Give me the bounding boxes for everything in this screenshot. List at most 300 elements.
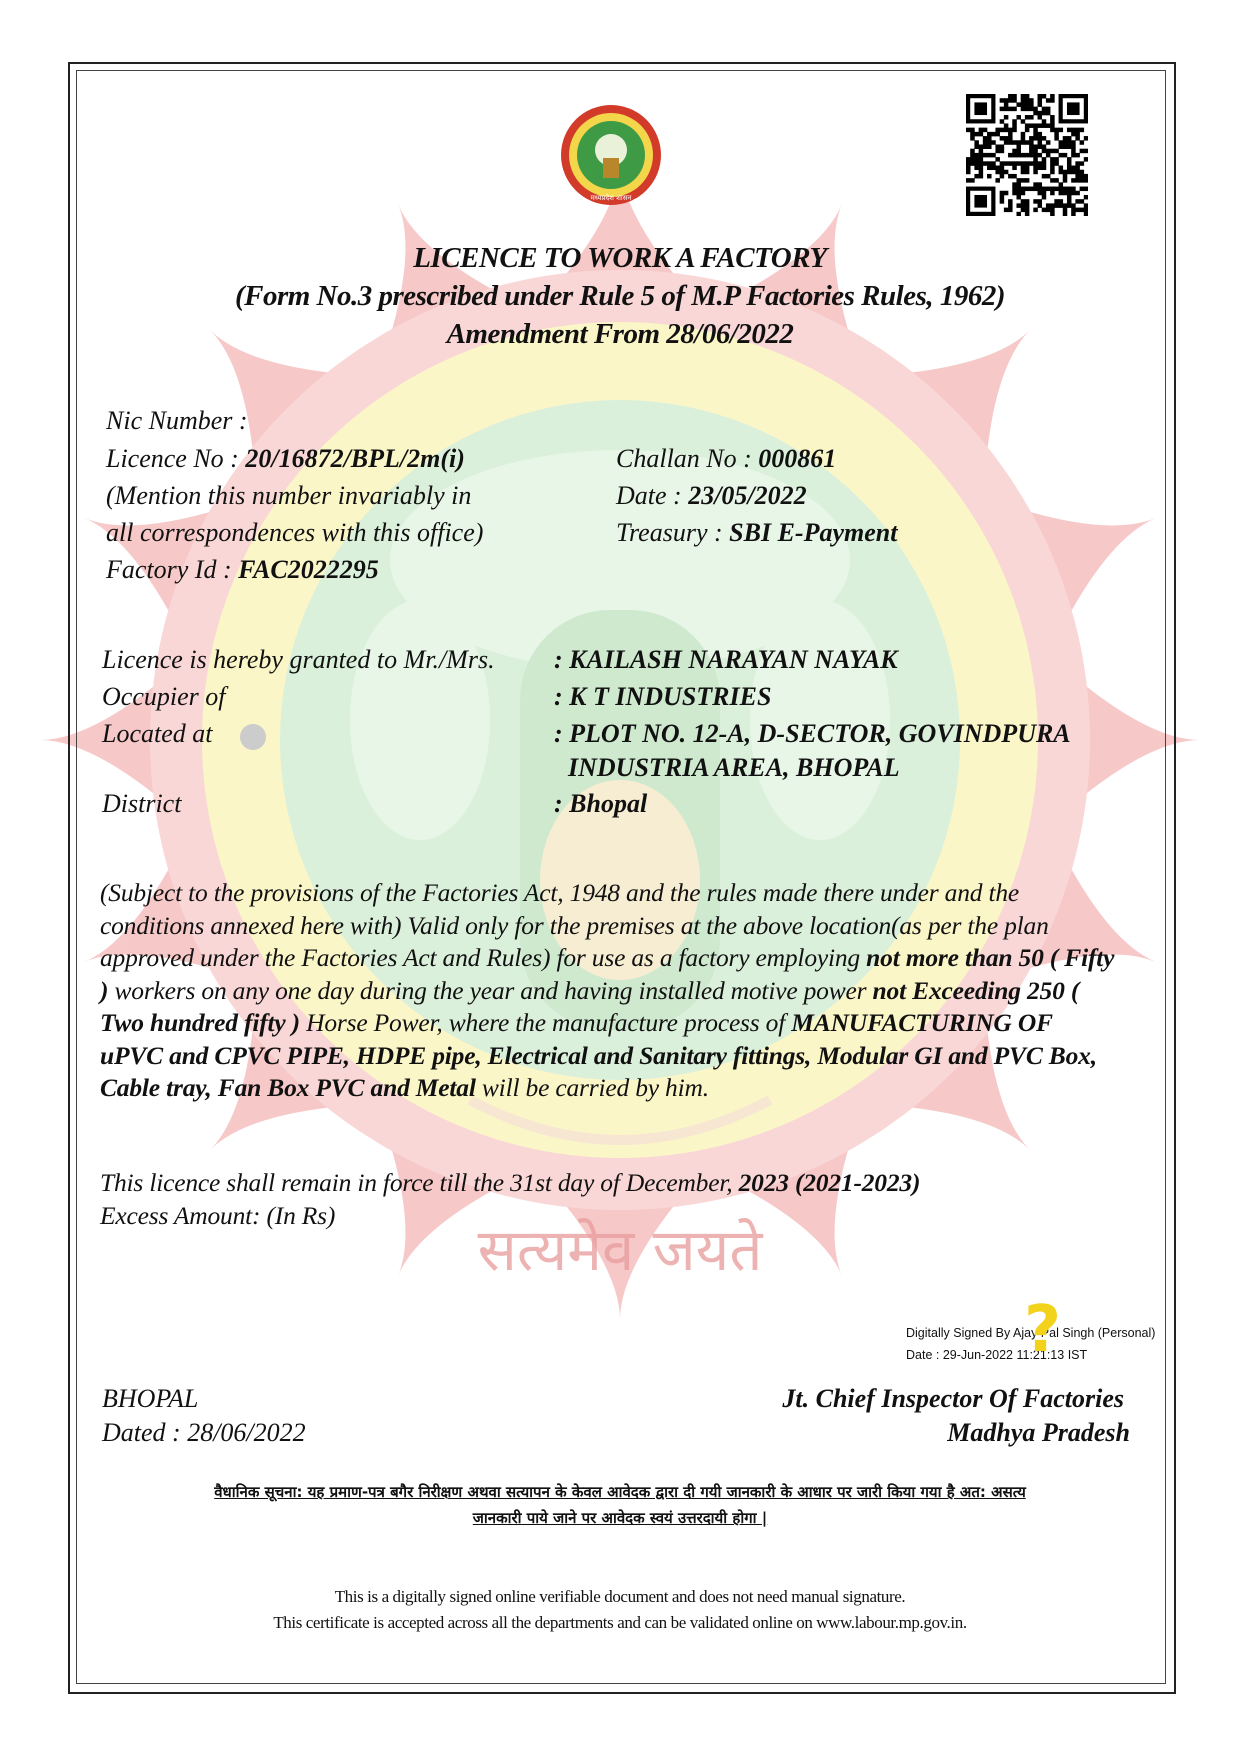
conditions-text-1: (Subject to the provisions of the Factories Act, 1948 and the rules made there under and the conditions annexed here with) Valid only for the premises at the above location(as per the plan approved under the Factories Act and Rules) for use as a factory employing xyxy=(100,878,1049,972)
qr-module xyxy=(1050,212,1055,216)
qr-module xyxy=(1038,144,1043,149)
qr-module xyxy=(1042,94,1047,99)
qr-module xyxy=(1033,199,1038,204)
qr-module xyxy=(1038,166,1043,171)
qr-module xyxy=(1042,136,1047,141)
qr-module xyxy=(1080,170,1085,175)
qr-module xyxy=(1071,178,1076,183)
qr-module xyxy=(1025,115,1030,120)
qr-module xyxy=(1054,132,1059,137)
qr-module xyxy=(1033,107,1038,112)
qr-module xyxy=(970,161,975,166)
qr-module xyxy=(1012,161,1017,166)
qr-module xyxy=(1029,149,1034,154)
challan-date-value: 23/05/2022 xyxy=(688,481,807,510)
qr-module xyxy=(1021,98,1026,103)
qr-module xyxy=(1046,153,1051,158)
factory-id-value: FAC2022295 xyxy=(238,555,379,584)
watermark-motto: सत्यमेव जयते xyxy=(477,1216,763,1284)
qr-module xyxy=(1063,178,1068,183)
qr-module xyxy=(1008,136,1013,141)
qr-module xyxy=(1080,174,1085,179)
document-subtitle: (Form No.3 prescribed under Rule 5 of M.P Factories Rules, 1962) xyxy=(234,280,1006,312)
qr-module xyxy=(1063,144,1068,149)
qr-module xyxy=(1063,136,1068,141)
challan-label: Challan No : xyxy=(616,444,752,473)
svg-text:मध्यप्रदेश शासन: मध्यप्रदेश शासन xyxy=(590,194,632,202)
qr-module xyxy=(1025,161,1030,166)
qr-module xyxy=(966,157,971,162)
qr-module xyxy=(1063,153,1068,158)
qr-module xyxy=(1067,170,1072,175)
qr-module xyxy=(1067,157,1072,162)
qr-module xyxy=(1016,161,1021,166)
qr-module xyxy=(1050,203,1055,208)
qr-module xyxy=(1050,149,1055,154)
qr-module xyxy=(1033,157,1038,162)
qr-module xyxy=(1016,149,1021,154)
qr-module xyxy=(1008,199,1013,204)
qr-module xyxy=(1075,178,1080,183)
qr-module xyxy=(1067,187,1072,192)
qr-module xyxy=(1021,132,1026,137)
qr-module xyxy=(979,132,984,137)
qr-module xyxy=(1038,136,1043,141)
qr-module xyxy=(970,136,975,141)
qr-module xyxy=(1071,166,1076,171)
qr-module xyxy=(1046,187,1051,192)
qr-module xyxy=(1054,199,1059,204)
qr-module xyxy=(1000,170,1005,175)
qr-module xyxy=(1042,187,1047,192)
qr-module xyxy=(1080,199,1085,204)
qr-module xyxy=(987,153,992,158)
manufacturing-process: MANUFACTURING OF uPVC and CPVC PIPE, HDPE pipe, Electrical and Sanitary fittings, Modular GI and PVC Box, Cable tray, Fan Box PVC and Metal xyxy=(100,1008,1097,1102)
qr-module xyxy=(979,174,984,179)
qr-module xyxy=(1050,170,1055,175)
qr-module xyxy=(1021,199,1026,204)
workers-limit: not more than 50 ( Fifty ) xyxy=(100,943,1115,1005)
qr-module xyxy=(1059,140,1064,145)
qr-module xyxy=(1033,128,1038,133)
qr-module xyxy=(1084,149,1088,154)
qr-module xyxy=(1004,102,1009,107)
qr-module xyxy=(1008,203,1013,208)
qr-module xyxy=(1033,111,1038,116)
qr-module xyxy=(1012,94,1017,99)
qr-module xyxy=(1075,174,1080,179)
qr-module xyxy=(979,170,984,175)
qr-module xyxy=(1008,174,1013,179)
qr-module xyxy=(1071,144,1076,149)
qr-module xyxy=(1075,132,1080,137)
qr-module xyxy=(1084,187,1088,192)
licence-no-label: Licence No : xyxy=(106,444,239,473)
qr-module xyxy=(1000,107,1005,112)
qr-module xyxy=(1042,191,1047,196)
qr-module xyxy=(1038,182,1043,187)
qr-module xyxy=(1029,107,1034,112)
qr-module xyxy=(1080,128,1085,133)
qr-module xyxy=(1071,208,1076,213)
district-label: District xyxy=(102,789,182,818)
qr-module xyxy=(1016,102,1021,107)
qr-module xyxy=(1033,149,1038,154)
qr-module xyxy=(1016,212,1021,216)
qr-module xyxy=(1025,178,1030,183)
qr-module xyxy=(1004,208,1009,213)
qr-module xyxy=(1025,123,1030,128)
qr-module xyxy=(1012,187,1017,192)
qr-module xyxy=(1021,94,1026,99)
qr-module xyxy=(1025,170,1030,175)
qr-module xyxy=(1008,161,1013,166)
qr-module xyxy=(974,153,979,158)
qr-module xyxy=(1025,98,1030,103)
qr-module xyxy=(970,178,975,183)
qr-module xyxy=(1038,102,1043,107)
qr-module xyxy=(1004,128,1009,133)
qr-module xyxy=(966,166,971,171)
qr-module xyxy=(1042,174,1047,179)
conditions-text-2: workers on any one day during the year and having installed motive power xyxy=(108,975,873,1005)
qr-module xyxy=(1008,208,1013,213)
signature-unverified-mark: ? xyxy=(1024,1293,1062,1367)
qr-module xyxy=(1033,166,1038,171)
qr-module xyxy=(1067,199,1072,204)
qr-module xyxy=(1029,153,1034,158)
qr-module xyxy=(1004,98,1009,103)
qr-module xyxy=(1059,182,1064,187)
qr-module xyxy=(1038,203,1043,208)
qr-finder xyxy=(974,195,987,208)
qr-module xyxy=(983,153,988,158)
qr-module xyxy=(1042,111,1047,116)
qr-module xyxy=(1054,187,1059,192)
qr-module xyxy=(1021,153,1026,158)
qr-module xyxy=(979,149,984,154)
qr-code[interactable] xyxy=(966,94,1088,216)
nic-number-label: Nic Number : xyxy=(106,406,248,435)
qr-module xyxy=(1054,149,1059,154)
qr-module xyxy=(1054,136,1059,141)
qr-module xyxy=(974,144,979,149)
qr-module xyxy=(1021,178,1026,183)
qr-module xyxy=(1042,123,1047,128)
factory-id-label: Factory Id : xyxy=(106,555,232,584)
qr-module xyxy=(1059,144,1064,149)
qr-module xyxy=(1063,191,1068,196)
conditions-text-3: Horse Power, where the manufacture process of xyxy=(299,1008,792,1037)
qr-module xyxy=(1029,161,1034,166)
challan-row xyxy=(616,444,836,474)
qr-module xyxy=(1033,132,1038,137)
qr-module xyxy=(1050,94,1055,99)
qr-module xyxy=(1016,153,1021,158)
qr-module xyxy=(1075,128,1080,133)
qr-module xyxy=(1012,153,1017,158)
located-value-line1: : PLOT NO. 12-A, D-SECTOR, GOVINDPURA xyxy=(554,719,1071,748)
qr-module xyxy=(1063,140,1068,145)
qr-module xyxy=(1000,144,1005,149)
qr-module xyxy=(1000,128,1005,133)
qr-module xyxy=(1021,170,1026,175)
qr-module xyxy=(1042,195,1047,200)
qr-module xyxy=(1016,182,1021,187)
qr-module xyxy=(995,149,1000,154)
qr-module xyxy=(1012,140,1017,145)
qr-module xyxy=(1004,170,1009,175)
qr-module xyxy=(1084,195,1088,200)
located-label: Located at xyxy=(102,719,213,748)
qr-module xyxy=(1050,178,1055,183)
qr-module xyxy=(1050,166,1055,171)
qr-module xyxy=(1042,166,1047,171)
qr-module xyxy=(991,132,996,137)
qr-module xyxy=(1004,136,1009,141)
qr-module xyxy=(1046,98,1051,103)
qr-module xyxy=(1046,123,1051,128)
qr-module xyxy=(1071,191,1076,196)
qr-module xyxy=(1075,170,1080,175)
qr-module xyxy=(1050,123,1055,128)
qr-module xyxy=(1084,136,1088,141)
qr-module xyxy=(1038,111,1043,116)
qr-module xyxy=(974,140,979,145)
qr-module xyxy=(1075,208,1080,213)
qr-module xyxy=(1000,161,1005,166)
qr-module xyxy=(1016,203,1021,208)
qr-module xyxy=(1054,161,1059,166)
qr-module xyxy=(1033,123,1038,128)
qr-module xyxy=(1021,161,1026,166)
qr-module xyxy=(1025,212,1030,216)
qr-module xyxy=(1021,140,1026,145)
qr-module xyxy=(1004,123,1009,128)
qr-module xyxy=(1042,119,1047,124)
qr-module xyxy=(1080,187,1085,192)
qr-module xyxy=(1033,153,1038,158)
qr-module xyxy=(1046,208,1051,213)
qr-module xyxy=(983,128,988,133)
qr-module xyxy=(1012,119,1017,124)
qr-module xyxy=(987,144,992,149)
licence-no-value: 20/16872/BPL/2m(i) xyxy=(245,444,465,473)
qr-module xyxy=(1063,208,1068,213)
granted-value: : KAILASH NARAYAN NAYAK xyxy=(554,645,898,674)
qr-module xyxy=(1067,203,1072,208)
conditions-paragraph xyxy=(100,877,1120,1105)
qr-module xyxy=(966,128,971,133)
occupier-value: : K T INDUSTRIES xyxy=(554,682,772,711)
qr-module xyxy=(1084,178,1088,183)
qr-module xyxy=(1042,161,1047,166)
treasury-label: Treasury : xyxy=(616,518,723,547)
qr-module xyxy=(995,132,1000,137)
granted-label: Licence is hereby granted to Mr./Mrs. xyxy=(102,645,495,674)
qr-module xyxy=(1080,208,1085,213)
qr-module xyxy=(1067,144,1072,149)
footer-line2-text: This certificate is accepted across all the departments and can be validated online on www.labour.mp.gov.in. xyxy=(273,1613,967,1632)
qr-module xyxy=(983,161,988,166)
qr-module xyxy=(1075,136,1080,141)
qr-module xyxy=(1021,102,1026,107)
qr-module xyxy=(1071,153,1076,158)
qr-module xyxy=(966,170,971,175)
qr-module xyxy=(1063,212,1068,216)
qr-module xyxy=(974,157,979,162)
qr-module xyxy=(1000,166,1005,171)
qr-module xyxy=(1038,191,1043,196)
qr-module xyxy=(1054,178,1059,183)
qr-module xyxy=(1021,119,1026,124)
qr-module xyxy=(995,128,1000,133)
qr-module xyxy=(1050,208,1055,213)
qr-module xyxy=(1046,149,1051,154)
qr-module xyxy=(1021,107,1026,112)
qr-module xyxy=(1042,144,1047,149)
qr-module xyxy=(1004,107,1009,112)
qr-module xyxy=(1021,208,1026,213)
qr-module xyxy=(1071,170,1076,175)
qr-module xyxy=(1029,144,1034,149)
qr-module xyxy=(1000,199,1005,204)
qr-module xyxy=(1025,107,1030,112)
qr-module xyxy=(974,132,979,137)
qr-module xyxy=(1063,174,1068,179)
qr-module xyxy=(1038,98,1043,103)
qr-module xyxy=(1004,191,1009,196)
excess-amount: Excess Amount: (In Rs) xyxy=(100,1201,336,1230)
qr-module xyxy=(1067,161,1072,166)
qr-module xyxy=(1071,203,1076,208)
qr-module xyxy=(991,153,996,158)
dated: Dated : 28/06/2022 xyxy=(102,1418,306,1447)
mp-government-emblem xyxy=(558,102,664,208)
qr-module xyxy=(979,161,984,166)
qr-module xyxy=(1046,107,1051,112)
qr-module xyxy=(1042,157,1047,162)
qr-module xyxy=(1084,203,1088,208)
qr-module xyxy=(1000,98,1005,103)
qr-module xyxy=(1025,140,1030,145)
qr-module xyxy=(1016,140,1021,145)
statutory-notice-line1: वैधानिक सूचना: यह प्रमाण-पत्र बगैर निरीक्षण अथवा सत्यापन के केवल आवेदक द्वारा दी गयी जानकारी के आधार पर जारी किया गया है अत: असत्य xyxy=(214,1483,1026,1501)
qr-module xyxy=(1080,140,1085,145)
qr-module xyxy=(1059,166,1064,171)
qr-module xyxy=(1012,166,1017,171)
qr-module xyxy=(987,140,992,145)
qr-module xyxy=(995,157,1000,162)
qr-module xyxy=(970,132,975,137)
qr-module xyxy=(1008,153,1013,158)
qr-module xyxy=(1054,203,1059,208)
qr-module xyxy=(1084,174,1088,179)
qr-module xyxy=(974,166,979,171)
qr-module xyxy=(1025,208,1030,213)
qr-module xyxy=(1071,187,1076,192)
qr-module xyxy=(1038,123,1043,128)
qr-module xyxy=(1008,128,1013,133)
qr-module xyxy=(987,132,992,137)
qr-module xyxy=(1063,187,1068,192)
qr-module xyxy=(1071,149,1076,154)
qr-module xyxy=(1033,161,1038,166)
qr-module xyxy=(1025,199,1030,204)
qr-module xyxy=(1046,111,1051,116)
qr-module xyxy=(979,144,984,149)
qr-module xyxy=(1050,115,1055,120)
qr-module xyxy=(991,166,996,171)
qr-module xyxy=(966,178,971,183)
treasury-value: SBI E-Payment xyxy=(729,518,898,547)
qr-module xyxy=(1059,203,1064,208)
qr-module xyxy=(1038,115,1043,120)
qr-module xyxy=(1038,94,1043,99)
qr-module xyxy=(1067,136,1072,141)
qr-module xyxy=(1029,123,1034,128)
qr-module xyxy=(1042,149,1047,154)
qr-module xyxy=(979,153,984,158)
qr-module xyxy=(1029,136,1034,141)
qr-module xyxy=(1000,174,1005,179)
qr-module xyxy=(1080,149,1085,154)
qr-module xyxy=(1033,144,1038,149)
qr-module xyxy=(1050,157,1055,162)
qr-module xyxy=(1071,132,1076,137)
qr-module xyxy=(1025,128,1030,133)
challan-date-label: Date : xyxy=(616,481,682,510)
digital-signature-name: Digitally Signed By Ajay Pal Singh (Personal) xyxy=(906,1326,1156,1340)
qr-module xyxy=(970,157,975,162)
qr-module xyxy=(979,157,984,162)
qr-module xyxy=(1012,123,1017,128)
qr-module xyxy=(1008,94,1013,99)
qr-module xyxy=(1059,128,1064,133)
qr-module xyxy=(1029,115,1034,120)
mention-note-line1: (Mention this number invariably in xyxy=(106,481,472,510)
qr-module xyxy=(1075,161,1080,166)
qr-module xyxy=(1080,161,1085,166)
qr-module xyxy=(1042,208,1047,213)
qr-module xyxy=(995,170,1000,175)
qr-module xyxy=(1021,191,1026,196)
qr-finder xyxy=(1067,102,1080,115)
qr-module xyxy=(1025,94,1030,99)
qr-module xyxy=(1059,187,1064,192)
qr-module xyxy=(1054,128,1059,133)
qr-module xyxy=(1025,203,1030,208)
qr-module xyxy=(1029,187,1034,192)
located-value-line2: INDUSTRIA AREA, BHOPAL xyxy=(568,753,900,782)
qr-module xyxy=(1075,153,1080,158)
district-value: : Bhopal xyxy=(554,789,648,818)
qr-module xyxy=(995,166,1000,171)
challan-date-row xyxy=(616,481,807,511)
qr-module xyxy=(1008,132,1013,137)
qr-module xyxy=(1025,153,1030,158)
qr-module xyxy=(987,174,992,179)
qr-module xyxy=(1059,170,1064,175)
qr-module xyxy=(1042,107,1047,112)
qr-module xyxy=(979,128,984,133)
qr-module xyxy=(1021,136,1026,141)
qr-module xyxy=(979,166,984,171)
qr-module xyxy=(1054,157,1059,162)
qr-module xyxy=(970,149,975,154)
qr-module xyxy=(1004,161,1009,166)
qr-module xyxy=(1008,98,1013,103)
